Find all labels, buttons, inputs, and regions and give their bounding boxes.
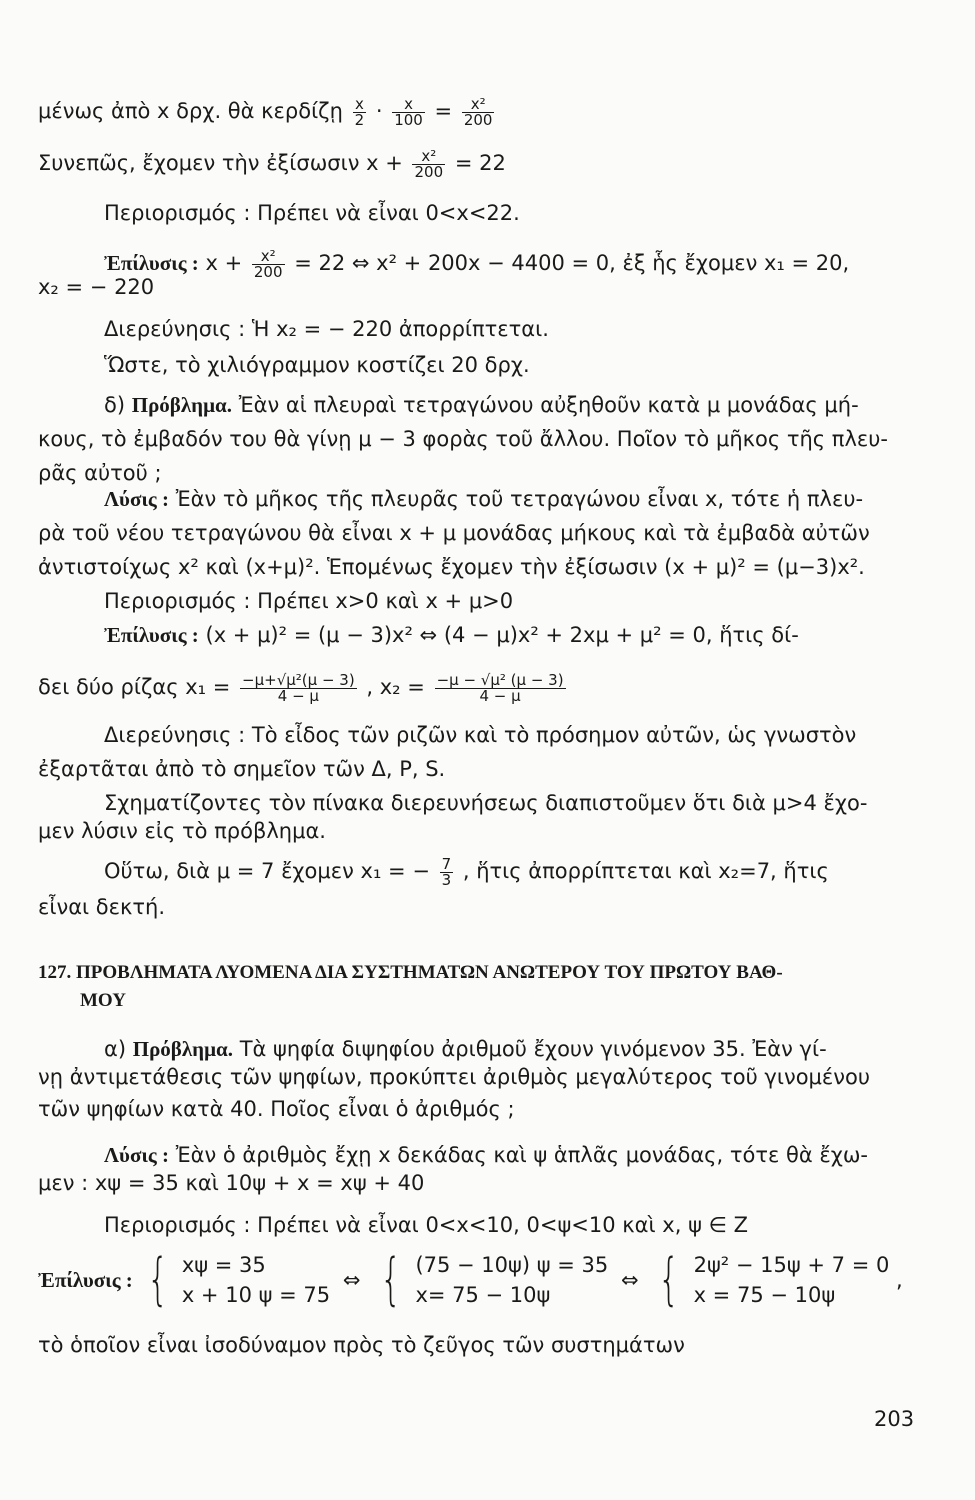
section-heading: 127. ΠΡΟΒΛΗΜΑΤΑ ΛΥΟΜΕΝΑ ΔΙΑ ΣΥΣΤΗΜΑΤΩΝ ΑΝΩΤΕΡΟΥ ΤΟΥ ΠΡΩΤΟΥ ΒΑΘ-	[38, 962, 783, 983]
text: μένως ἀπὸ x δρχ. θὰ κερδίζῃ	[38, 99, 343, 123]
text: ·	[375, 99, 383, 123]
text-line	[104, 856, 829, 888]
text: = 22	[454, 151, 506, 175]
text-line: νῃ ἀντιμετάθεσις τῶν ψηφίων, προκύπτει ἀριθμὸς μεγαλύτερος τοῦ γινομένου	[38, 1065, 870, 1089]
fraction: $\frac{\text{−μ − √μ² (μ − 3)}}{4 - \mu}$	[436, 670, 564, 705]
text-line: Διερεύνησις : Ἡ x₂ = − 220 ἀπορρίπτεται.	[104, 317, 549, 341]
text-line: Διερεύνησις : Τὸ εἶδος τῶν ριζῶν καὶ τὸ πρόσημον αὐτῶν, ὡς γνωστὸν	[104, 723, 857, 747]
label: Ἐπίλυσις :	[104, 623, 199, 647]
text: δ)	[104, 393, 126, 417]
text-line: ἀντιστοίχως x² καὶ (x+μ)². Ἑπομένως ἔχομεν τὴν ἐξίσωσιν (x + μ)² = (μ−3)x².	[38, 555, 865, 579]
text-line: x₂ = − 220	[38, 275, 155, 299]
text: ,	[896, 1268, 903, 1292]
text-line: μεν : xψ = 35 καὶ 10ψ + x = xψ + 40	[38, 1171, 425, 1195]
text-line: ρὰ τοῦ νέου τετραγώνου θὰ εἶναι x + μ μονάδας μήκους καὶ τὰ ἐμβαδὰ αὐτῶν	[38, 521, 870, 545]
label: Λύσις :	[104, 1143, 169, 1167]
label: Λύσις :	[104, 487, 169, 511]
text-line: ἐξαρτᾶται ἀπὸ τὸ σημεῖον τῶν Δ, P, S.	[38, 757, 446, 781]
label: Ἐπίλυσις :	[38, 1268, 133, 1292]
fraction: $\frac{\text{x²}}{200}$	[253, 246, 283, 281]
fraction: $\frac{7}{3}$	[441, 854, 452, 889]
text-line	[104, 1034, 827, 1064]
text: α)	[104, 1037, 127, 1061]
label: Πρόβλημα.	[131, 393, 232, 417]
fraction: $\frac{x}{2}$	[354, 94, 365, 129]
text-line: Περιορισμός : Πρέπει νὰ εἶναι 0<x<22.	[104, 201, 520, 225]
text-line	[104, 1140, 868, 1170]
text-line	[38, 148, 506, 180]
text-line: εἶναι δεκτή.	[38, 895, 166, 919]
text-line	[104, 248, 849, 280]
fraction: $\frac{\text{−μ+√μ²(μ − 3)}}{4 - \mu}$	[242, 670, 355, 705]
fraction: $\frac{x}{100}$	[394, 94, 423, 129]
text: =	[434, 99, 453, 123]
equivalence-icon: ⇔	[342, 1268, 361, 1292]
text-line	[104, 390, 859, 420]
text-line: Περιορισμός : Πρέπει νὰ εἶναι 0<x<10, 0<ψ<10 καὶ x, ψ ∈ Z	[104, 1213, 748, 1237]
text: Οὕτω, διὰ μ = 7 ἔχομεν x₁ = −	[104, 859, 430, 883]
text-line: Ὥστε, τὸ χιλιόγραμμον κοστίζει 20 δρχ.	[104, 353, 530, 377]
text: , x₂ =	[366, 675, 425, 699]
text-line: Σχηματίζοντες τὸν πίνακα διερευνήσεως διαπιστοῦμεν ὅτι διὰ μ>4 ἔχο-	[104, 791, 868, 815]
system-1: xψ = 35 x + 10 ψ = 75	[181, 1253, 331, 1307]
text-line: τῶν ψηφίων κατὰ 40. Ποῖος εἶναι ὁ ἀριθμός ;	[38, 1097, 515, 1121]
fraction: $\frac{\text{x²}}{200}$	[414, 146, 444, 181]
page-number: 203	[874, 1407, 915, 1431]
brace-icon: {	[380, 1247, 402, 1312]
equivalence-icon: ⇔	[620, 1268, 639, 1292]
text: Ἐὰν ὁ ἀριθμὸς ἔχῃ x δεκάδας καὶ ψ ἁπλᾶς μονάδας, τότε θὰ ἔχω-	[175, 1143, 869, 1167]
text: x +	[205, 251, 243, 275]
text: (x + μ)² = (μ − 3)x² ⇔ (4 − μ)x² + 2xμ + μ² = 0, ἥτις δί-	[205, 623, 799, 647]
text-line	[104, 484, 863, 514]
text-line	[38, 672, 569, 704]
label: Ἐπίλυσις :	[104, 251, 199, 275]
brace-icon: {	[146, 1247, 169, 1312]
fraction: $\frac{\text{x²}}{200}$	[463, 94, 493, 129]
text: , ἥτις ἀπορρίπτεται καὶ x₂=7, ἥτις	[462, 859, 829, 883]
system-2: (75 − 10ψ) ψ = 35 x= 75 − 10ψ	[415, 1253, 609, 1307]
text-line: τὸ ὁποῖον εἶναι ἰσοδύναμον πρὸς τὸ ζεῦγος τῶν συστημάτων	[38, 1333, 685, 1357]
section-heading: ΜΟΥ	[80, 990, 126, 1011]
text-line: Περιορισμός : Πρέπει x>0 καὶ x + μ>0	[104, 589, 514, 613]
text-line: μεν λύσιν εἰς τὸ πρόβλημα.	[38, 819, 326, 843]
text: Ἐὰν τὸ μῆκος τῆς πλευρᾶς τοῦ τετραγώνου εἶναι x, τότε ἡ πλευ-	[175, 487, 864, 511]
text-line: κους, τὸ ἐμβαδόν του θὰ γίνῃ μ − 3 φορὰς τοῦ ἄλλου. Ποῖον τὸ μῆκος τῆς πλευ-	[38, 427, 888, 451]
text: Τὰ ψηφία διψηφίου ἀριθμοῦ ἔχουν γινόμενον 35. Ἐὰν γί-	[239, 1037, 827, 1061]
text: Συνεπῶς, ἔχομεν τὴν ἐξίσωσιν x +	[38, 151, 403, 175]
label: Πρόβλημα.	[132, 1037, 233, 1061]
text: = 22 ⇔ x² + 200x − 4400 = 0, ἐξ ἧς ἔχομεν x₁ = 20,	[294, 251, 850, 275]
system-3: 2ψ² − 15ψ + 7 = 0 x = 75 − 10ψ	[693, 1253, 890, 1307]
brace-icon: {	[658, 1247, 680, 1312]
text: Ἐὰν αἱ πλευραὶ τετραγώνου αὐξηθοῦν κατὰ μ μονάδας μή-	[238, 393, 859, 417]
text-line: ρᾶς αὐτοῦ ;	[38, 461, 162, 485]
text-line	[104, 620, 799, 650]
equation-systems	[38, 1247, 903, 1316]
text-line	[38, 96, 497, 128]
text: δει δύο ρίζας x₁ =	[38, 675, 231, 699]
